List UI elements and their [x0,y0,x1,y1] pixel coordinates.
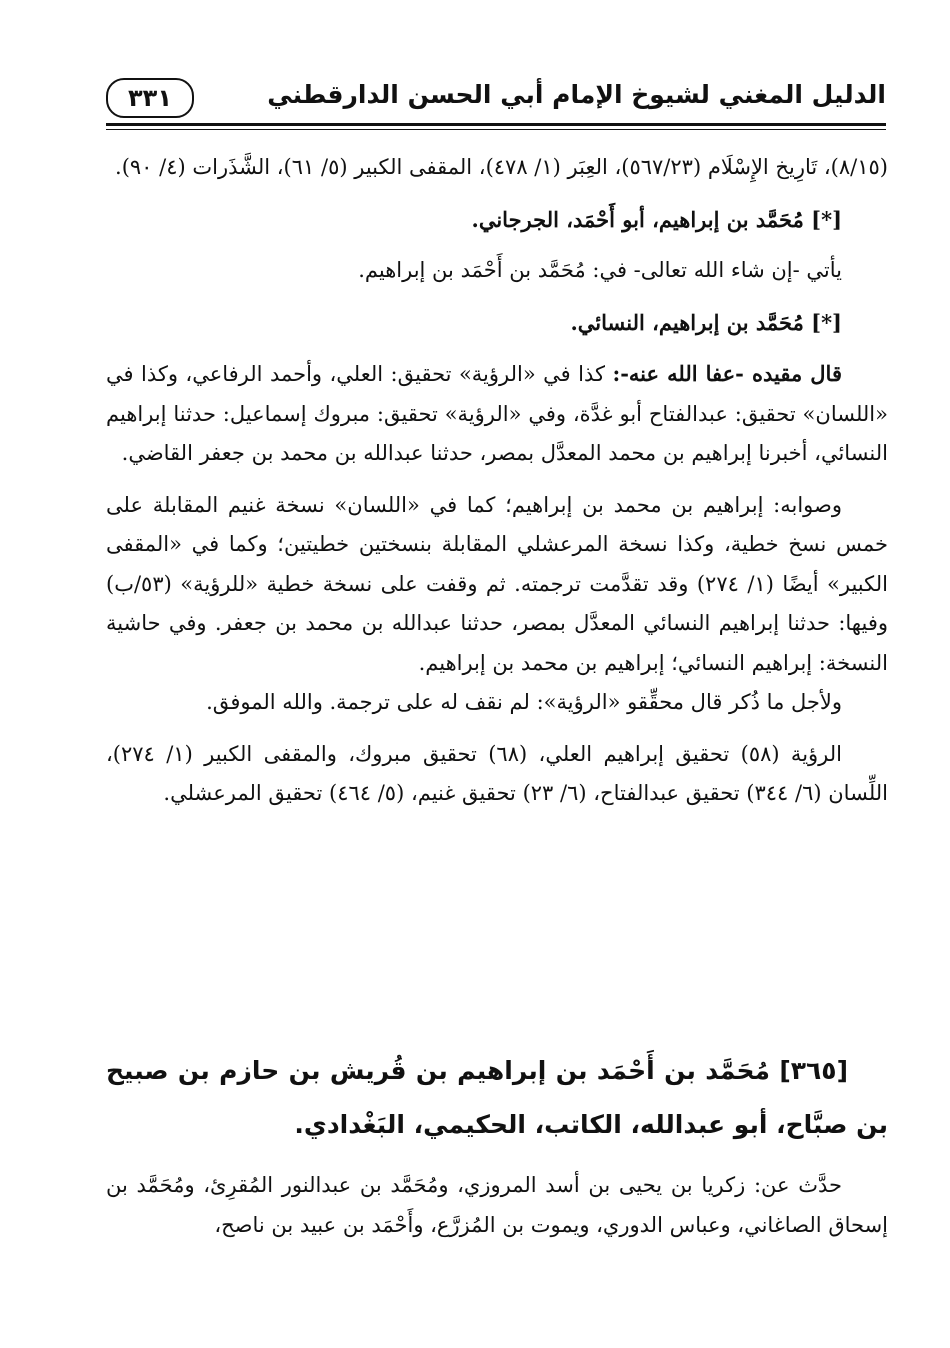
biography-text [106,1166,888,1245]
biography-title: [٣٦٥] مُحَمَّد بن أَحْمَد بن إبراهيم بن قُريش بن حازم بن صبيح بن صبَّاح، أبو عبدالله، الكاتب، الحكيمي، البَغْدادي. [106,1056,888,1139]
page-number: ٣٣١ [106,78,194,118]
biography-heading [106,1044,888,1152]
header-rule-thick [106,123,886,126]
conclusion-paragraph: ولأجل ما ذُكر قال محقِّقو «الرؤية»: لم نقف له على ترجمة. والله الموفق. [206,690,842,714]
cross-reference: يأتي -إن شاء الله تعالى- في: مُحَمَّد بن أَحْمَد بن إبراهيم. [358,258,842,282]
main-text [106,148,888,814]
correction-paragraph: وصوابه: إبراهيم بن محمد بن إبراهيم؛ كما في «اللسان» نسخة غنيم المقابلة على خمس نسخ خطية، وكذا نسخة المرعشلي المقابلة بنسختين خطيتين؛ وكما في «المقفى الكبير» أيضًا (١/ ٢٧٤) وقد تقدَّمت ترجمته. ثم وقفت على نسخة خطية «للرؤية» (٥٣/ب) وفيها: حدثنا إبراهيم النسائي المعدَّل بمصر، حدثنا عبدالله بن محمد بن جعفر. وفي حاشية النسخة: إبراهيم النسائي؛ إبراهيم بن محمد بن إبراهيم. [106,492,888,675]
book-title: الدليل المغني لشيوخ الإمام أبي الحسن الدارقطني [267,80,886,109]
editor-note-text: كذا في «الرؤية» تحقيق: العلي، وأحمد الرفاعي، وكذا في «اللسان» تحقيق: عبدالفتاح أبو غدَّة، وفي «الرؤية» تحقيق: مبروك إسماعيل: حدثنا إبراهيم النسائي، أخبرنا إبراهيم بن محمد المعدَّل بمصر، حدثنا عبدالله بن محمد بن جعفر القاضي. [106,362,888,465]
sources-paragraph: الرؤية (٥٨) تحقيق إبراهيم العلي، (٦٨) تحقيق مبروك، والمقفى الكبير (١/ ٢٧٤)، اللِّسان (٦/ ٣٤٤) تحقيق عبدالفتاح، (٦/ ٢٣) تحقيق غنيم، (٥/ ٤٦٤) تحقيق المرعشلي. [106,741,888,805]
header-rule-thin [106,129,886,130]
editor-note [106,354,888,474]
page-header [106,72,886,124]
entry-heading: [*] مُحَمَّد بن إبراهيم، أبو أَحْمَد، الجرجاني. [471,206,842,232]
biography-paragraph: حدَّث عن: زكريا بن يحيى بن أسد المروزي، ومُحَمَّد بن عبدالنور المُقرِئ، ومُحَمَّد بن إسحاق الصاغاني، وعباس الدوري، ويموت بن المُزرَّع، وأَحْمَد بن عبيد بن ناصح، [106,1173,888,1237]
entry-heading: [*] مُحَمَّد بن إبراهيم، النسائي. [570,309,842,335]
editor-note-lead: قال مقيده -عفا الله عنه-: [612,361,842,386]
reference-line: (٨/١٥)، تَارِيخ الإِسْلَام (٥٦٧/٢٣)، العِبَر (١/ ٤٧٨)، المقفى الكبير (٥/ ٦١)، الشَّذَرات (٤/ ٩٠). [115,155,888,179]
